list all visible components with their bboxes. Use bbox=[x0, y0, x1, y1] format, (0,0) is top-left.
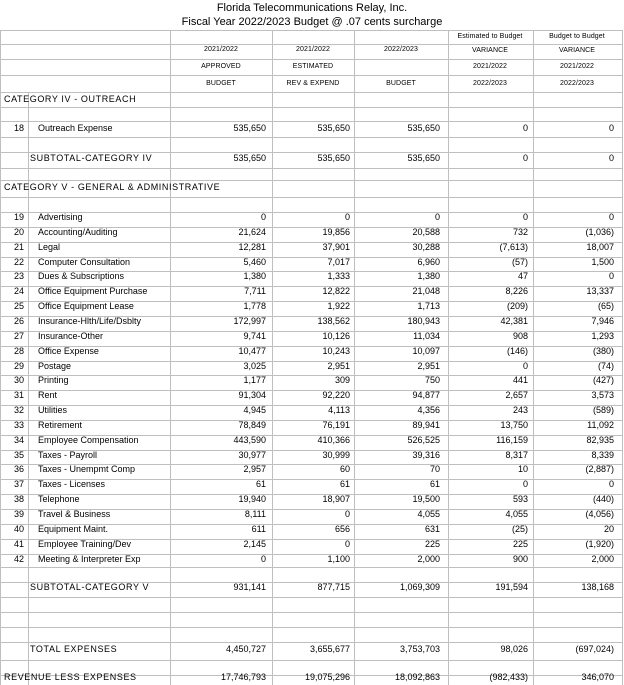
total-expenses-value: 98,026 bbox=[500, 644, 528, 654]
row-number: 25 bbox=[13, 301, 24, 312]
total-expenses-label: TOTAL EXPENSES bbox=[30, 644, 118, 654]
row-value: 0 bbox=[344, 509, 350, 519]
grid-line bbox=[0, 59, 622, 60]
row-value: 8,339 bbox=[591, 449, 614, 460]
row-value: 42,381 bbox=[500, 315, 528, 326]
grid-line bbox=[0, 567, 622, 568]
subtotal-v-value: 877,715 bbox=[317, 582, 350, 592]
row-value: 410,366 bbox=[317, 434, 350, 445]
row-value: 443,590 bbox=[233, 434, 266, 445]
row-value: 13,750 bbox=[500, 419, 528, 430]
grid-line bbox=[0, 75, 622, 76]
row-value: 30,288 bbox=[412, 241, 440, 252]
row-number: 28 bbox=[13, 345, 24, 356]
subtotal-iv-value: 0 bbox=[522, 153, 528, 163]
row-label: Meeting & Interpreter Exp bbox=[38, 553, 141, 564]
row-number: 19 bbox=[13, 212, 24, 222]
grid-line bbox=[0, 168, 622, 169]
grid-line bbox=[0, 627, 622, 628]
grid-line bbox=[0, 30, 622, 31]
row-label: Office Equipment Purchase bbox=[38, 286, 148, 297]
grid-line bbox=[622, 30, 623, 685]
row-value: 8,317 bbox=[505, 449, 528, 460]
row-value: 225 bbox=[424, 538, 440, 549]
column-header: Budget to Budget bbox=[549, 33, 605, 40]
row-value: 18,007 bbox=[586, 241, 614, 252]
sheet-subtitle: Fiscal Year 2022/2023 Budget @ .07 cents surcharge bbox=[181, 16, 443, 28]
row-label: Taxes - Payroll bbox=[38, 449, 98, 460]
row-value: (57) bbox=[511, 256, 528, 267]
row-number: 41 bbox=[13, 538, 24, 549]
row-number: 24 bbox=[13, 286, 24, 297]
row-value: 61 bbox=[429, 479, 440, 490]
row-number: 21 bbox=[13, 241, 24, 252]
column-header: BUDGET bbox=[206, 80, 236, 87]
row-value: 3,025 bbox=[243, 360, 266, 371]
revenue-less-expenses-value: 19,075,296 bbox=[304, 672, 350, 682]
row-value: 611 bbox=[251, 523, 266, 534]
row-number: 36 bbox=[13, 464, 24, 475]
row-value: 10 bbox=[517, 464, 528, 475]
row-value: 0 bbox=[344, 538, 350, 549]
row-value: 5,460 bbox=[243, 256, 266, 267]
row-value: (25) bbox=[511, 523, 528, 534]
row-value: 0 bbox=[522, 123, 528, 133]
subtotal-iv-value: 535,650 bbox=[233, 153, 266, 163]
row-number: 18 bbox=[13, 123, 24, 133]
row-value: 1,177 bbox=[243, 375, 266, 386]
row-value: 593 bbox=[512, 494, 528, 505]
row-value: 1,922 bbox=[327, 301, 350, 312]
row-value: 1,778 bbox=[243, 301, 266, 312]
row-value: 11,034 bbox=[413, 330, 440, 341]
row-number: 34 bbox=[13, 434, 24, 445]
row-value: 138,562 bbox=[317, 315, 350, 326]
row-value: 2,657 bbox=[505, 390, 528, 401]
row-value: 1,293 bbox=[591, 330, 614, 341]
category-v-title: CATEGORY V - GENERAL & ADMINISTRATIVE bbox=[4, 182, 221, 192]
grid-line bbox=[0, 107, 622, 108]
column-header: 2021/2022 bbox=[473, 63, 507, 70]
column-header: APPROVED bbox=[201, 63, 241, 70]
row-label: Retirement bbox=[38, 419, 83, 430]
row-value: 2,000 bbox=[417, 553, 440, 564]
column-header: 2022/2023 bbox=[473, 80, 507, 87]
row-number: 37 bbox=[13, 479, 24, 490]
row-label: Employee Training/Dev bbox=[38, 538, 132, 549]
row-value: 656 bbox=[334, 523, 350, 534]
row-label: Travel & Business bbox=[38, 509, 111, 519]
row-label: Taxes - Unempmt Comp bbox=[38, 464, 136, 475]
row-value: 535,650 bbox=[317, 123, 350, 133]
row-value: 0 bbox=[434, 212, 440, 222]
grid-line bbox=[0, 137, 622, 138]
row-value: 12,281 bbox=[238, 241, 266, 252]
row-value: 2,951 bbox=[327, 360, 350, 371]
row-value: 10,477 bbox=[238, 345, 266, 356]
row-label: Insurance-Other bbox=[38, 330, 104, 341]
row-value: 535,650 bbox=[407, 123, 440, 133]
grid-line bbox=[354, 30, 355, 685]
row-value: (1,920) bbox=[585, 538, 614, 549]
row-value: 441 bbox=[512, 375, 528, 386]
revenue-less-expenses-value: 18,092,863 bbox=[394, 672, 440, 682]
column-header: 2021/2022 bbox=[296, 46, 330, 53]
row-value: 900 bbox=[512, 553, 528, 564]
subtotal-v-value: 931,141 bbox=[233, 582, 266, 592]
row-label: Employee Compensation bbox=[38, 434, 139, 445]
subtotal-v-value: 191,594 bbox=[495, 582, 528, 592]
subtotal-v-label: SUBTOTAL-CATEGORY V bbox=[30, 582, 150, 592]
row-value: 0 bbox=[522, 360, 528, 371]
row-value: 13,337 bbox=[586, 286, 614, 297]
row-value: (380) bbox=[592, 345, 614, 356]
row-value: (440) bbox=[592, 494, 614, 505]
row-value: 0 bbox=[260, 212, 266, 222]
total-expenses-value: (697,024) bbox=[575, 644, 614, 654]
row-value: 20,588 bbox=[412, 226, 440, 237]
sheet-title: Florida Telecommunications Relay, Inc. bbox=[216, 2, 408, 14]
row-value: 1,380 bbox=[243, 271, 266, 282]
row-value: 76,191 bbox=[322, 419, 350, 430]
row-value: 8,226 bbox=[505, 286, 528, 297]
column-header: 2021/2022 bbox=[204, 46, 238, 53]
row-value: 0 bbox=[522, 212, 528, 222]
row-value: 92,220 bbox=[322, 390, 350, 401]
column-header: 2021/2022 bbox=[560, 63, 594, 70]
row-label: Computer Consultation bbox=[38, 256, 131, 267]
row-value: 3,573 bbox=[591, 390, 614, 401]
subtotal-v-value: 1,069,309 bbox=[399, 582, 440, 592]
row-value: 0 bbox=[344, 212, 350, 222]
grid-line bbox=[0, 612, 622, 613]
row-value: 8,111 bbox=[244, 509, 266, 519]
row-value: 10,126 bbox=[322, 330, 350, 341]
row-value: 11,092 bbox=[587, 419, 614, 430]
row-value: 39,316 bbox=[412, 449, 440, 460]
row-value: 631 bbox=[424, 523, 440, 534]
row-value: 19,940 bbox=[238, 494, 266, 505]
row-value: 18,907 bbox=[322, 494, 350, 505]
row-label: Office Expense bbox=[38, 345, 99, 356]
grid-line bbox=[0, 660, 622, 661]
row-label: Rent bbox=[38, 390, 58, 401]
category-iv-title: CATEGORY IV - OUTREACH bbox=[4, 94, 137, 104]
grid-line bbox=[0, 597, 622, 598]
column-header: 2022/2023 bbox=[560, 80, 594, 87]
row-label: Accounting/Auditing bbox=[38, 226, 118, 237]
row-value: 1,333 bbox=[327, 271, 350, 282]
row-value: 0 bbox=[260, 553, 266, 564]
row-value: 37,901 bbox=[322, 241, 350, 252]
row-value: 30,999 bbox=[322, 449, 350, 460]
row-label: Utilities bbox=[38, 405, 68, 416]
row-value: 60 bbox=[339, 464, 350, 475]
row-value: 7,017 bbox=[327, 256, 350, 267]
row-value: 19,500 bbox=[412, 494, 440, 505]
row-value: 12,822 bbox=[322, 286, 350, 297]
row-number: 30 bbox=[13, 375, 24, 386]
row-value: 908 bbox=[512, 330, 528, 341]
row-value: 4,356 bbox=[417, 405, 440, 416]
subtotal-iv-value: 535,650 bbox=[317, 153, 350, 163]
row-number: 32 bbox=[13, 405, 24, 416]
row-value: (4,056) bbox=[585, 509, 614, 519]
total-expenses-value: 3,753,703 bbox=[399, 644, 440, 654]
row-label: Outreach Expense bbox=[38, 123, 113, 133]
row-value: 1,713 bbox=[417, 301, 440, 312]
row-value: 0 bbox=[608, 123, 614, 133]
row-value: 0 bbox=[608, 271, 614, 282]
row-number: 31 bbox=[13, 390, 24, 401]
row-value: 535,650 bbox=[233, 123, 266, 133]
row-value: (74) bbox=[597, 360, 614, 371]
row-value: 4,113 bbox=[328, 405, 350, 416]
grid-line bbox=[0, 44, 622, 45]
row-number: 27 bbox=[13, 330, 24, 341]
row-number: 29 bbox=[13, 360, 24, 371]
row-value: 0 bbox=[522, 479, 528, 490]
row-label: Office Equipment Lease bbox=[38, 301, 134, 312]
row-value: 70 bbox=[429, 464, 440, 475]
subtotal-iv-label: SUBTOTAL-CATEGORY IV bbox=[30, 153, 153, 163]
row-value: (146) bbox=[506, 345, 528, 356]
revenue-less-expenses-value: 17,746,793 bbox=[220, 672, 266, 682]
row-value: 180,943 bbox=[407, 315, 440, 326]
row-value: 4,945 bbox=[243, 405, 266, 416]
row-value: 91,304 bbox=[238, 390, 266, 401]
subtotal-iv-value: 535,650 bbox=[407, 153, 440, 163]
revenue-less-expenses-label: REVENUE LESS EXPENSES bbox=[4, 672, 137, 682]
row-value: 172,997 bbox=[233, 315, 266, 326]
row-label: Insurance-Hlth/Life/Dsblty bbox=[38, 315, 142, 326]
row-value: 21,624 bbox=[238, 226, 266, 237]
row-value: 0 bbox=[608, 212, 614, 222]
row-value: 7,946 bbox=[591, 315, 614, 326]
column-header: REV & EXPEND bbox=[286, 80, 340, 87]
row-value: 225 bbox=[512, 538, 528, 549]
row-number: 33 bbox=[13, 419, 24, 430]
row-label: Printing bbox=[38, 375, 69, 386]
row-number: 38 bbox=[13, 494, 24, 505]
row-value: 19,856 bbox=[322, 226, 350, 237]
row-value: 1,100 bbox=[327, 553, 350, 564]
row-label: Postage bbox=[38, 360, 72, 371]
row-value: 243 bbox=[512, 405, 528, 416]
row-value: 526,525 bbox=[407, 434, 440, 445]
row-value: 2,000 bbox=[591, 553, 614, 564]
row-value: 20 bbox=[603, 523, 614, 534]
row-value: (7,613) bbox=[499, 241, 528, 252]
row-label: Telephone bbox=[38, 494, 80, 505]
row-value: 1,500 bbox=[591, 256, 614, 267]
row-label: Equipment Maint. bbox=[38, 523, 109, 534]
row-value: 10,097 bbox=[412, 345, 440, 356]
row-value: 61 bbox=[339, 479, 350, 490]
row-label: Dues & Subscriptions bbox=[38, 271, 125, 282]
column-header: VARIANCE bbox=[471, 47, 509, 54]
row-value: 9,741 bbox=[243, 330, 266, 341]
row-value: 1,380 bbox=[417, 271, 440, 282]
grid-line bbox=[170, 30, 171, 685]
subtotal-v-value: 138,168 bbox=[581, 582, 614, 592]
revenue-less-expenses-value: (982,433) bbox=[489, 672, 528, 682]
column-header: BUDGET bbox=[386, 80, 416, 87]
grid-line bbox=[0, 197, 622, 198]
row-value: 2,957 bbox=[243, 464, 266, 475]
row-value: 732 bbox=[512, 226, 528, 237]
row-value: 6,960 bbox=[417, 256, 440, 267]
row-value: 4,055 bbox=[417, 509, 440, 519]
row-value: 47 bbox=[517, 271, 528, 282]
row-value: (209) bbox=[506, 301, 528, 312]
row-value: 2,145 bbox=[243, 538, 266, 549]
row-value: 30,977 bbox=[238, 449, 266, 460]
row-value: 89,941 bbox=[412, 419, 440, 430]
row-value: 0 bbox=[608, 479, 614, 490]
column-header: VARIANCE bbox=[558, 47, 596, 54]
row-value: (2,887) bbox=[585, 464, 614, 475]
row-value: 309 bbox=[334, 375, 350, 386]
column-header: ESTIMATED bbox=[292, 63, 334, 70]
row-number: 26 bbox=[13, 315, 24, 326]
row-value: (427) bbox=[592, 375, 614, 386]
row-number: 42 bbox=[13, 553, 24, 564]
column-header: Estimated to Budget bbox=[457, 33, 523, 40]
row-number: 22 bbox=[13, 256, 24, 267]
row-value: (589) bbox=[592, 405, 614, 416]
row-value: 61 bbox=[255, 479, 266, 490]
row-value: 94,877 bbox=[412, 390, 440, 401]
row-number: 23 bbox=[13, 271, 24, 282]
row-value: 21,048 bbox=[412, 286, 440, 297]
row-label: Advertising bbox=[38, 212, 83, 222]
row-value: 116,159 bbox=[496, 434, 528, 445]
revenue-less-expenses-value: 346,070 bbox=[581, 672, 614, 682]
row-value: 10,243 bbox=[322, 345, 350, 356]
row-value: 2,951 bbox=[417, 360, 440, 371]
row-value: (65) bbox=[597, 301, 614, 312]
total-expenses-value: 3,655,677 bbox=[309, 644, 350, 654]
row-number: 20 bbox=[13, 226, 24, 237]
row-value: 78,849 bbox=[238, 419, 266, 430]
row-label: Taxes - Licenses bbox=[38, 479, 106, 490]
row-value: 750 bbox=[424, 375, 440, 386]
column-header: 2022/2023 bbox=[384, 46, 418, 53]
row-number: 40 bbox=[13, 523, 24, 534]
row-label: Legal bbox=[38, 241, 61, 252]
row-value: (1,036) bbox=[585, 226, 614, 237]
row-value: 82,935 bbox=[586, 434, 614, 445]
total-expenses-value: 4,450,727 bbox=[225, 644, 266, 654]
row-number: 35 bbox=[13, 449, 24, 460]
subtotal-iv-value: 0 bbox=[608, 153, 614, 163]
row-value: 7,711 bbox=[244, 286, 266, 297]
row-number: 39 bbox=[13, 509, 24, 519]
row-value: 4,055 bbox=[505, 509, 528, 519]
